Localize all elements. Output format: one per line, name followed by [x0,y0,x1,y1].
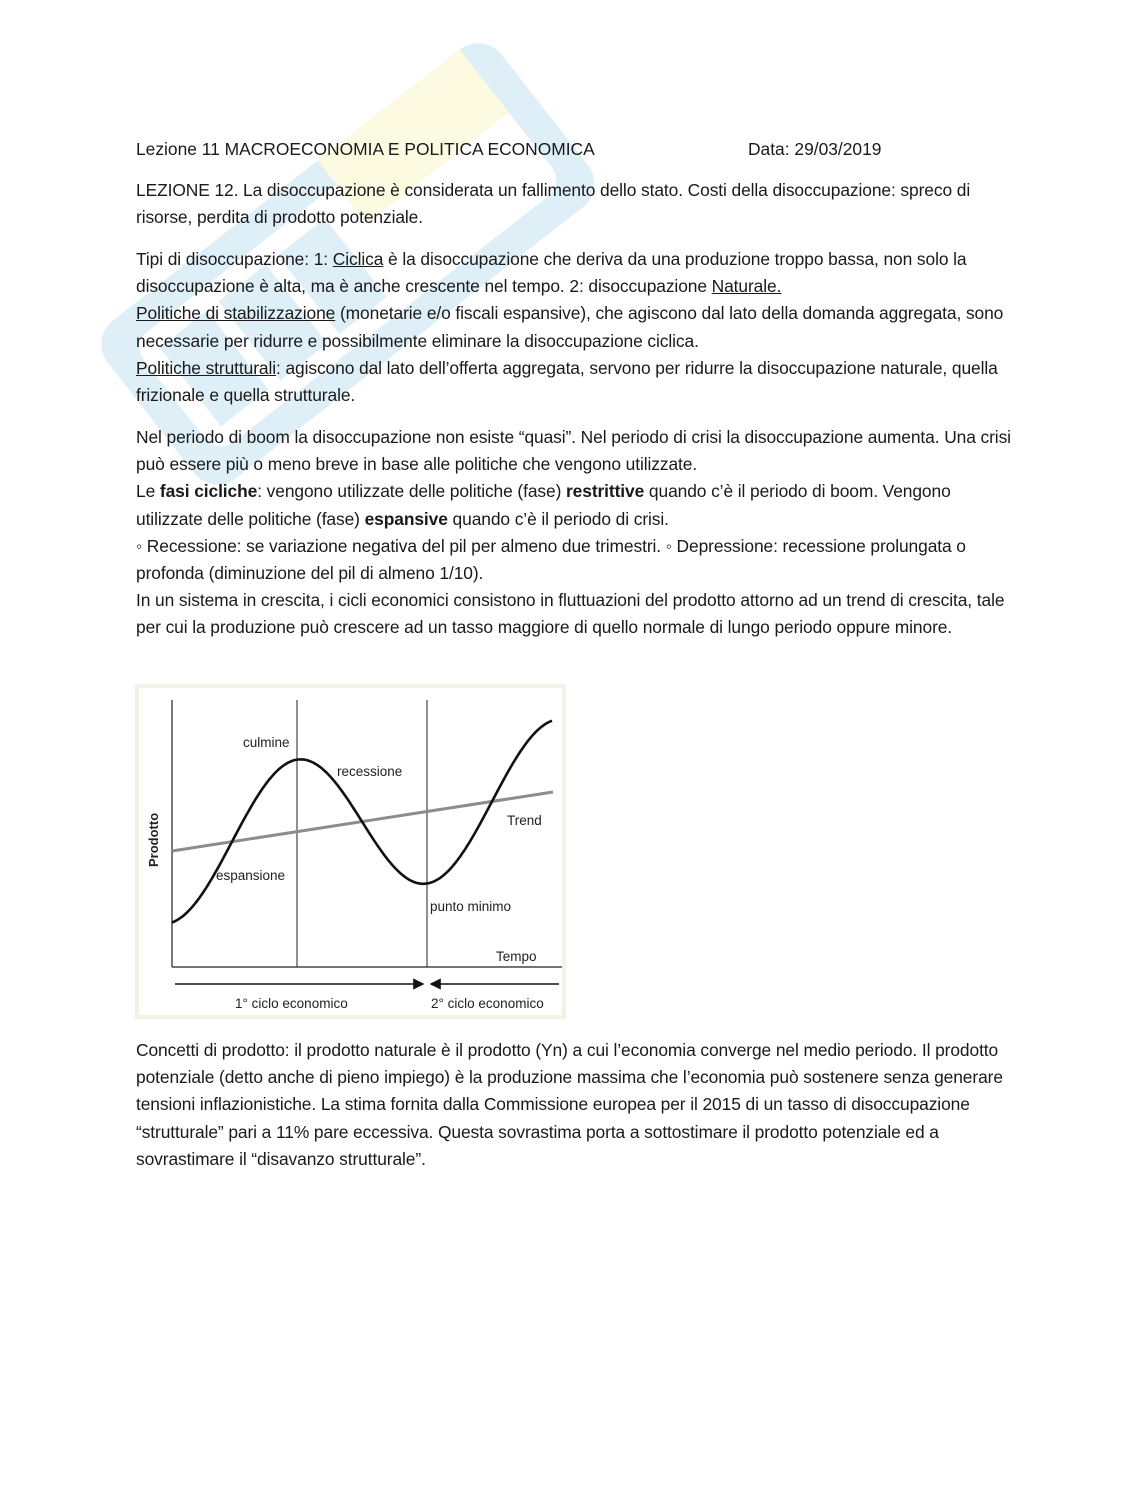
chart-inner [139,688,562,1015]
text-span: In un sistema in crescita, i cicli economici consistono in fluttuazioni del prodotto attorno ad un trend di crescita, tale per cui la produzione può crescere ad un tasso maggiore di quello normale di lungo periodo oppure minore. [136,590,1005,638]
term-ciclica: Ciclica [332,249,384,269]
text-span: (monetarie e/o fiscali espansive), che agiscono dal lato della domanda aggregata, sono necessarie per ridurre e possibilmente eliminare la disoccupazione ciclica. [136,303,1004,351]
document-date: Data: 29/03/2019 [748,139,882,159]
term-restrittive: restrittive [566,481,645,502]
text-span: ◦ Recessione: se variazione negativa del pil per almeno due trimestri. ◦ Depressione: recessione prolungata o profonda (diminuzione del pil di almeno 1/10). [136,535,966,584]
term-politiche-stabilizzazione: Politiche di stabilizzazione [136,303,336,324]
text-span: Nel periodo di boom la disoccupazione non esiste “quasi”. Nel periodo di crisi la disoccupazione aumenta. Una crisi può essere più o meno breve in base alle politiche che vengono utilizzate. [136,427,1011,475]
document-title: Lezione 11 MACROECONOMIA E POLITICA ECONOMICA [136,139,595,159]
label-cycle-2: 2° ciclo economico [431,996,544,1011]
paragraph-types [136,246,1016,409]
chart-svg [135,684,566,1019]
text-span: quando c’è il periodo di boom. Vengono utilizzate delle politiche (fase) [136,481,951,529]
term-naturale: Naturale. [711,276,782,297]
business-cycle-chart [135,684,566,1019]
text-span: Le [136,481,160,502]
term-politiche-strutturali: Politiche strutturali [136,357,276,378]
label-espansione: espansione [216,868,286,883]
text-span: quando c’è il periodo di crisi. [447,508,669,529]
label-punto-minimo: punto minimo [430,899,512,914]
label-cycle-1: 1° ciclo economico [235,996,348,1011]
label-culmine: culmine [243,735,290,750]
text-span: è la disoccupazione che deriva da una produzione troppo bassa, non solo la disoccupazione è alta, ma è anche crescente nel tempo. 2: disoccupazione [136,249,967,297]
label-recessione: recessione [337,764,403,779]
term-espansive: espansive [364,508,448,529]
document-header [136,136,1016,163]
text-span: : vengono utilizzate delle politiche (fase) [257,481,567,502]
paragraph-prodotto: Concetti di prodotto: il prodotto naturale è il prodotto (Yn) a cui l’economia converge nel medio periodo. Il prodotto potenziale (detto anche di pieno impiego) è la produzione massima che l’economia può sostenere senza generare tensioni inflazionistiche. La stima fornita dalla Commissione europea per il 2015 di un tasso di disoccupazione “strutturale” pari a 11% pare eccessiva. Questa sovrastima porta a sottostimare il prodotto potenziale ed a sovrastimare il “disavanzo strutturale”. [136,1040,1003,1169]
text-span: : agiscono dal lato dell’offerta aggregata, servono per ridurre la disoccupazione naturale, quella frizionale e quella strutturale. [136,357,998,406]
x-axis-label: Tempo [496,949,537,964]
label-trend: Trend [507,813,542,828]
text-span: Tipi di disoccupazione: 1: [136,249,333,269]
paragraph-intro: LEZIONE 12. La disoccupazione è considerata un fallimento dello stato. Costi della disoccupazione: spreco di risorse, perdita di prodotto potenziale. [136,180,971,228]
term-fasi-cicliche: fasi cicliche [159,481,258,502]
paragraph-cycles [136,424,1016,642]
y-axis-label: Prodotto [146,812,161,867]
